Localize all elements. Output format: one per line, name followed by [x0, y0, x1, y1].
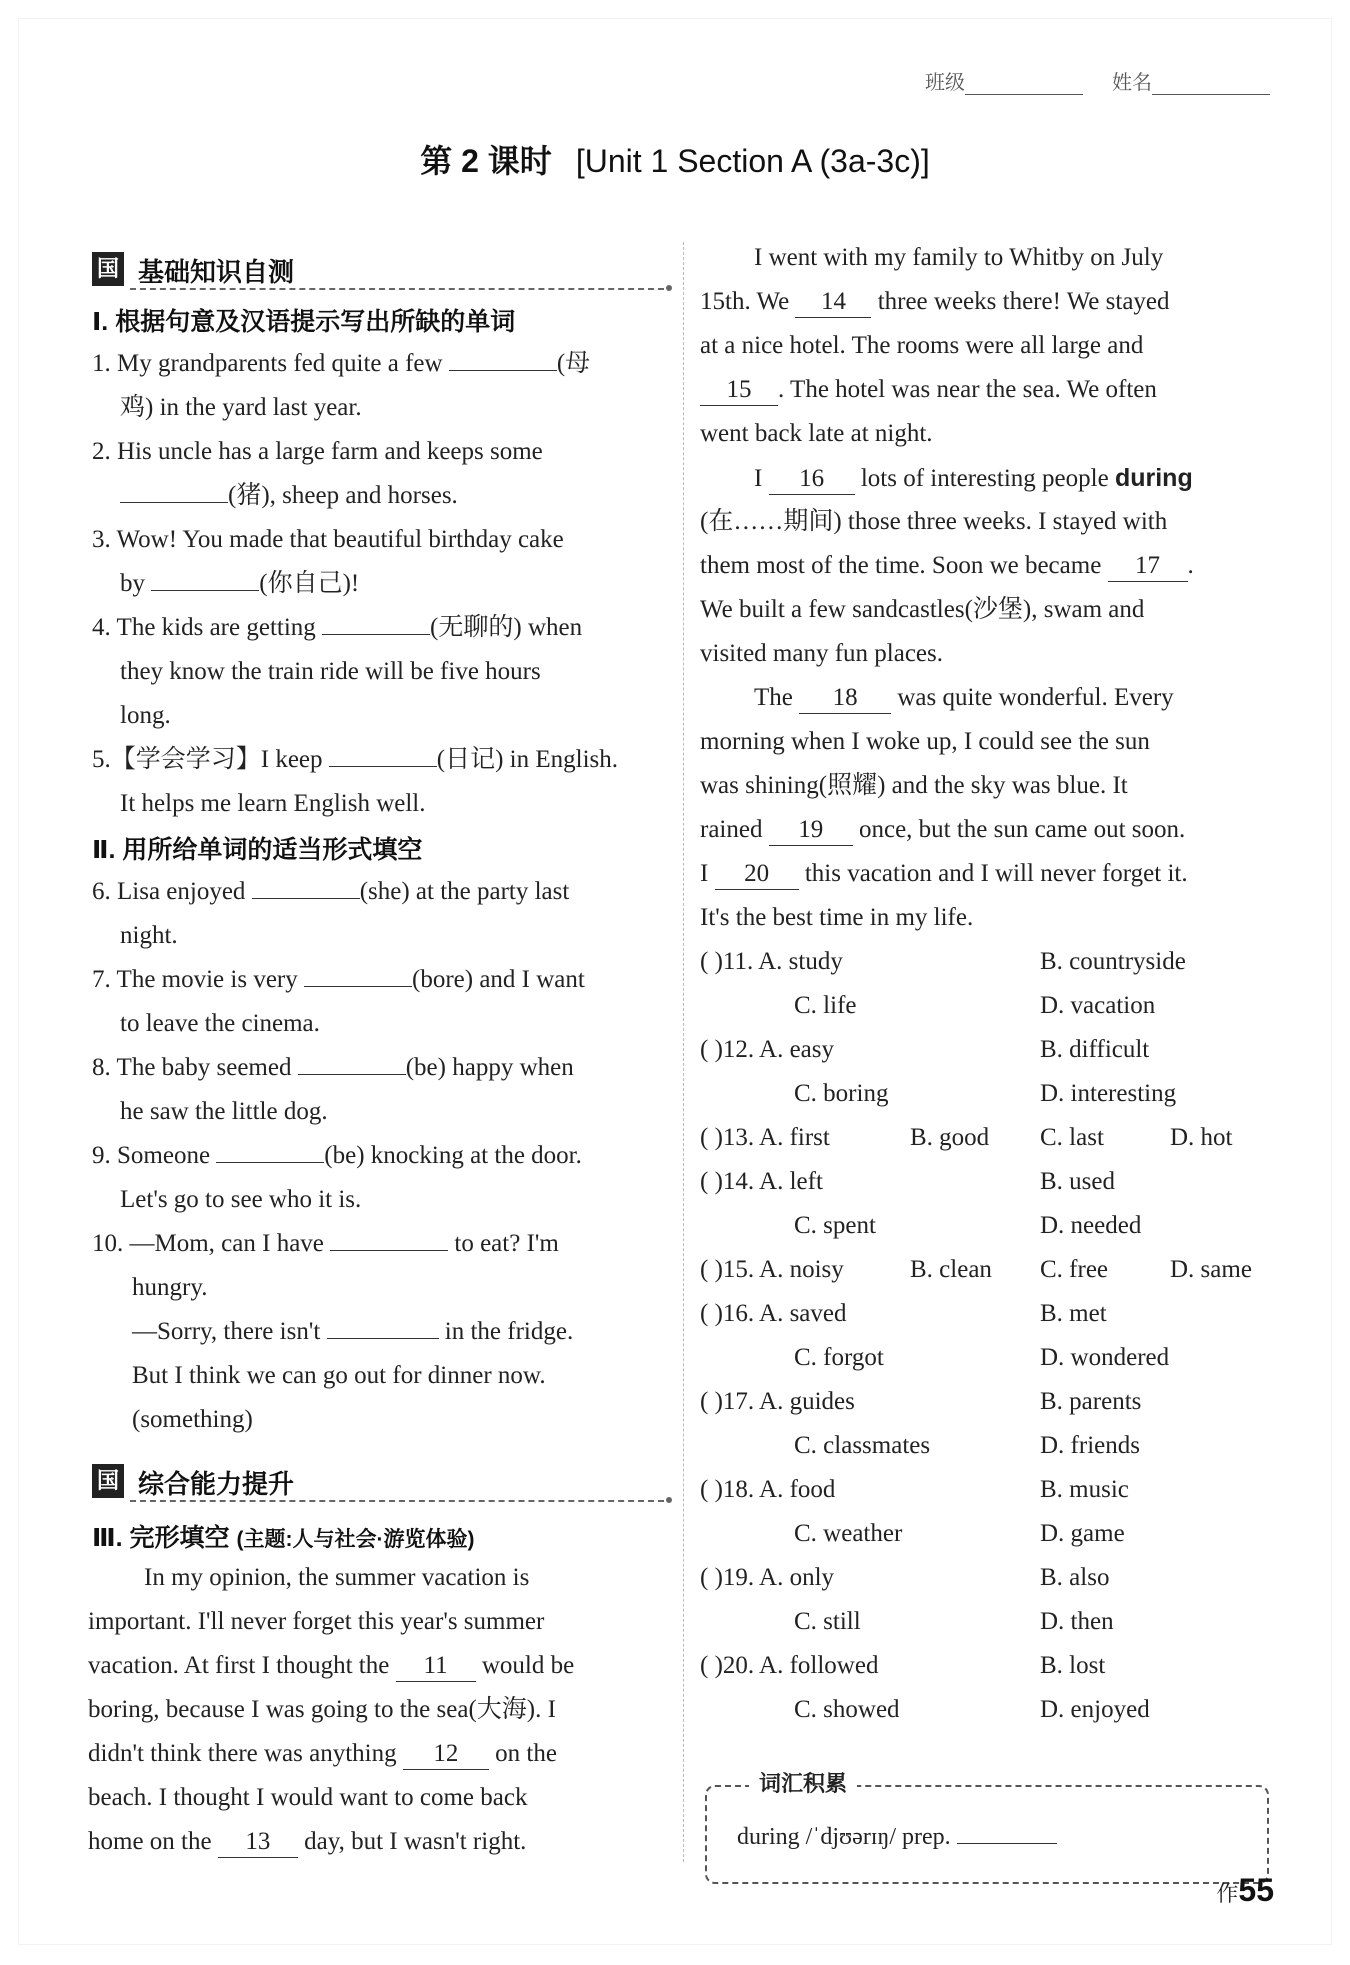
- option-11-d[interactable]: D. vacation: [1040, 992, 1156, 1019]
- blank-17[interactable]: 17: [1108, 551, 1188, 582]
- blank-13[interactable]: 13: [218, 1827, 298, 1858]
- option-20-c[interactable]: C. showed: [794, 1696, 900, 1723]
- q4-line3: long.: [120, 702, 171, 729]
- option-14-a[interactable]: ( )14. A. left: [700, 1168, 823, 1195]
- option-11-a[interactable]: ( )11. A. study: [700, 948, 843, 975]
- q10-blank-b[interactable]: [327, 1312, 439, 1339]
- passage-r1: I went with my family to Whitby on July: [754, 244, 1164, 271]
- lesson-title: 第 2 课时: [420, 143, 552, 179]
- option-12-b[interactable]: B. difficult: [1040, 1036, 1150, 1063]
- option-18-d[interactable]: D. game: [1040, 1520, 1125, 1547]
- name-field: [1112, 66, 1270, 95]
- passage-l5: didn't think there was anything 12 on the: [88, 1732, 557, 1776]
- page-number: [1216, 1872, 1274, 1909]
- option-20-d[interactable]: D. enjoyed: [1040, 1696, 1150, 1723]
- q10-line3: —Sorry, there isn't in the fridge.: [132, 1310, 573, 1354]
- section-rule: [130, 288, 664, 290]
- page-prefix: 作: [1216, 1881, 1239, 1906]
- option-15-c[interactable]: C. free: [1040, 1256, 1109, 1283]
- q1-line2: 鸡) in the yard last year.: [120, 394, 362, 421]
- q7-blank[interactable]: [304, 960, 412, 987]
- passage-l1: In my opinion, the summer vacation is: [144, 1564, 530, 1591]
- q4-line2: they know the train ride will be five hours: [120, 658, 541, 685]
- q10-line1: 10. —Mom, can I have to eat? I'm: [92, 1222, 559, 1266]
- blank-14[interactable]: 14: [795, 287, 871, 318]
- q6-line1: 6. Lisa enjoyed (she) at the party last: [92, 870, 569, 914]
- option-17-d[interactable]: D. friends: [1040, 1432, 1140, 1459]
- option-16-c[interactable]: C. forgot: [794, 1344, 884, 1371]
- option-12-d[interactable]: D. interesting: [1040, 1080, 1177, 1107]
- passage-r13: was shining(照耀) and the sky was blue. It: [700, 772, 1128, 799]
- q6-line2: night.: [120, 922, 178, 949]
- q8-line2: he saw the little dog.: [120, 1098, 328, 1125]
- lesson-subtitle: [Unit 1 Section A (3a-3c)]: [575, 143, 930, 179]
- q5-line1: 5.【学会学习】I keep (日记) in English.: [92, 738, 618, 782]
- q10-line4: But I think we can go out for dinner now.: [132, 1362, 546, 1389]
- section-advanced-title: 综合能力提升: [138, 1469, 295, 1499]
- q9-blank[interactable]: [216, 1136, 324, 1163]
- q9-line2: Let's go to see who it is.: [120, 1186, 362, 1213]
- option-15-b[interactable]: B. clean: [910, 1256, 992, 1283]
- q3-blank[interactable]: [151, 564, 259, 591]
- q7-line2: to leave the cinema.: [120, 1010, 320, 1037]
- passage-l7: home on the 13 day, but I wasn't right.: [88, 1820, 526, 1864]
- blank-15[interactable]: 15: [700, 375, 778, 406]
- option-14-b[interactable]: B. used: [1040, 1168, 1115, 1195]
- vocab-blank[interactable]: [957, 1817, 1057, 1844]
- passage-r9: We built a few sandcastles(沙堡), swam and: [700, 596, 1145, 623]
- passage-r10: visited many fun places.: [700, 640, 943, 667]
- option-15-d[interactable]: D. same: [1170, 1256, 1252, 1283]
- passage-r16: It's the best time in my life.: [700, 904, 974, 931]
- passage-l3: vacation. At first I thought the 11 would be: [88, 1644, 574, 1688]
- blank-11[interactable]: 11: [396, 1651, 476, 1682]
- q1-blank[interactable]: [449, 344, 557, 371]
- class-field: [925, 66, 1083, 95]
- option-13-b[interactable]: B. good: [910, 1124, 990, 1151]
- option-19-d[interactable]: D. then: [1040, 1608, 1114, 1635]
- passage-r11: The 18 was quite wonderful. Every: [754, 676, 1174, 720]
- blank-20[interactable]: 20: [715, 859, 799, 890]
- passage-r12: morning when I woke up, I could see the sun: [700, 728, 1150, 755]
- q2-line2: (猪), sheep and horses.: [120, 474, 458, 518]
- part1-title: Ⅰ. 根据句意及汉语提示写出所缺的单词: [92, 308, 516, 336]
- passage-r8: them most of the time. Soon we became 17 .: [700, 544, 1194, 588]
- section-icon: 国: [92, 1464, 124, 1498]
- option-16-b[interactable]: B. met: [1040, 1300, 1107, 1327]
- passage-r14: rained 19 once, but the sun came out soon.: [700, 808, 1185, 852]
- q10-line5: (something): [132, 1406, 253, 1433]
- section-rule: [130, 1500, 664, 1502]
- option-17-b[interactable]: B. parents: [1040, 1388, 1142, 1415]
- q2-line1: 2. His uncle has a large farm and keeps some: [92, 438, 543, 465]
- q7-line1: 7. The movie is very (bore) and I want: [92, 958, 585, 1002]
- option-17-c[interactable]: C. classmates: [794, 1432, 931, 1459]
- passage-r2: 15th. We 14 three weeks there! We stayed: [700, 280, 1170, 324]
- part3-title: Ⅲ. 完形填空 (主题:人与社会·游览体验): [92, 1524, 475, 1552]
- class-input-line[interactable]: [965, 76, 1083, 95]
- option-13-a[interactable]: ( )13. A. first: [700, 1124, 830, 1151]
- blank-16[interactable]: 16: [769, 464, 855, 495]
- vocab-entry: during /ˈdjʊərɪŋ/ prep.: [737, 1817, 1057, 1851]
- q10-blank-a[interactable]: [330, 1224, 448, 1251]
- option-18-a[interactable]: ( )18. A. food: [700, 1476, 836, 1503]
- page-title: [0, 136, 1350, 182]
- q3-line2: by (你自己)!: [120, 562, 359, 606]
- q4-line1: 4. The kids are getting (无聊的) when: [92, 606, 582, 650]
- option-19-a[interactable]: ( )19. A. only: [700, 1564, 835, 1591]
- q5-line2: It helps me learn English well.: [120, 790, 426, 817]
- name-input-line[interactable]: [1152, 76, 1270, 95]
- passage-l6: beach. I thought I would want to come back: [88, 1784, 528, 1811]
- option-18-c[interactable]: C. weather: [794, 1520, 903, 1547]
- keyword-during: during: [1114, 464, 1193, 492]
- q5-blank[interactable]: [329, 740, 437, 767]
- option-16-d[interactable]: D. wondered: [1040, 1344, 1170, 1371]
- passage-r3: at a nice hotel. The rooms were all large and: [700, 332, 1144, 359]
- option-12-a[interactable]: ( )12. A. easy: [700, 1036, 834, 1063]
- part3-theme: (主题:人与社会·游览体验): [236, 1528, 475, 1551]
- option-15-a[interactable]: ( )15. A. noisy: [700, 1256, 844, 1283]
- q3-line1: 3. Wow! You made that beautiful birthday cake: [92, 526, 564, 553]
- section-basic-heading: [92, 248, 672, 292]
- option-14-d[interactable]: D. needed: [1040, 1212, 1142, 1239]
- q8-blank[interactable]: [298, 1048, 406, 1075]
- option-18-b[interactable]: B. music: [1040, 1476, 1129, 1503]
- option-13-d[interactable]: D. hot: [1170, 1124, 1233, 1151]
- section-icon: 国: [92, 252, 124, 286]
- q1-line1: 1. My grandparents fed quite a few (母: [92, 342, 590, 386]
- option-16-a[interactable]: ( )16. A. saved: [700, 1300, 847, 1327]
- section-advanced-heading: [92, 1460, 672, 1504]
- q8-line1: 8. The baby seemed (be) happy when: [92, 1046, 574, 1090]
- blank-19[interactable]: 19: [769, 815, 853, 846]
- name-label: 姓名: [1112, 72, 1152, 94]
- vocab-box: [705, 1771, 1269, 1884]
- column-divider: [683, 242, 684, 1862]
- option-17-a[interactable]: ( )17. A. guides: [700, 1388, 855, 1415]
- option-11-c[interactable]: C. life: [794, 992, 857, 1019]
- passage-r7: (在……期间) those three weeks. I stayed with: [700, 508, 1168, 535]
- option-11-b[interactable]: B. countryside: [1040, 948, 1186, 975]
- option-13-c[interactable]: C. last: [1040, 1124, 1104, 1151]
- q6-blank[interactable]: [252, 872, 360, 899]
- q4-blank[interactable]: [322, 608, 430, 635]
- passage-r15: I 20 this vacation and I will never forget it.: [700, 852, 1188, 896]
- page-number-value: 55: [1238, 1872, 1274, 1908]
- option-14-c[interactable]: C. spent: [794, 1212, 876, 1239]
- option-20-a[interactable]: ( )20. A. followed: [700, 1652, 879, 1679]
- class-label: 班级: [925, 72, 965, 94]
- q10-line2: hungry.: [132, 1274, 208, 1301]
- passage-r5: went back late at night.: [700, 420, 933, 447]
- option-19-c[interactable]: C. still: [794, 1608, 861, 1635]
- vocab-title: 词汇积累: [749, 1767, 857, 1798]
- section-basic-title: 基础知识自测: [138, 257, 295, 287]
- passage-l4: boring, because I was going to the sea(大海). I: [88, 1696, 556, 1723]
- passage-r6: I 16 lots of interesting people during: [754, 456, 1193, 501]
- option-12-c[interactable]: C. boring: [794, 1080, 889, 1107]
- blank-18[interactable]: 18: [799, 683, 891, 714]
- option-19-b[interactable]: B. also: [1040, 1564, 1110, 1591]
- option-20-b[interactable]: B. lost: [1040, 1652, 1106, 1679]
- part2-title: Ⅱ. 用所给单词的适当形式填空: [92, 836, 423, 864]
- passage-l2: important. I'll never forget this year's summer: [88, 1608, 545, 1635]
- passage-r4: 15 . The hotel was near the sea. We often: [700, 368, 1157, 412]
- q2-blank[interactable]: [120, 476, 228, 503]
- blank-12[interactable]: 12: [403, 1739, 489, 1770]
- q9-line1: 9. Someone (be) knocking at the door.: [92, 1134, 582, 1178]
